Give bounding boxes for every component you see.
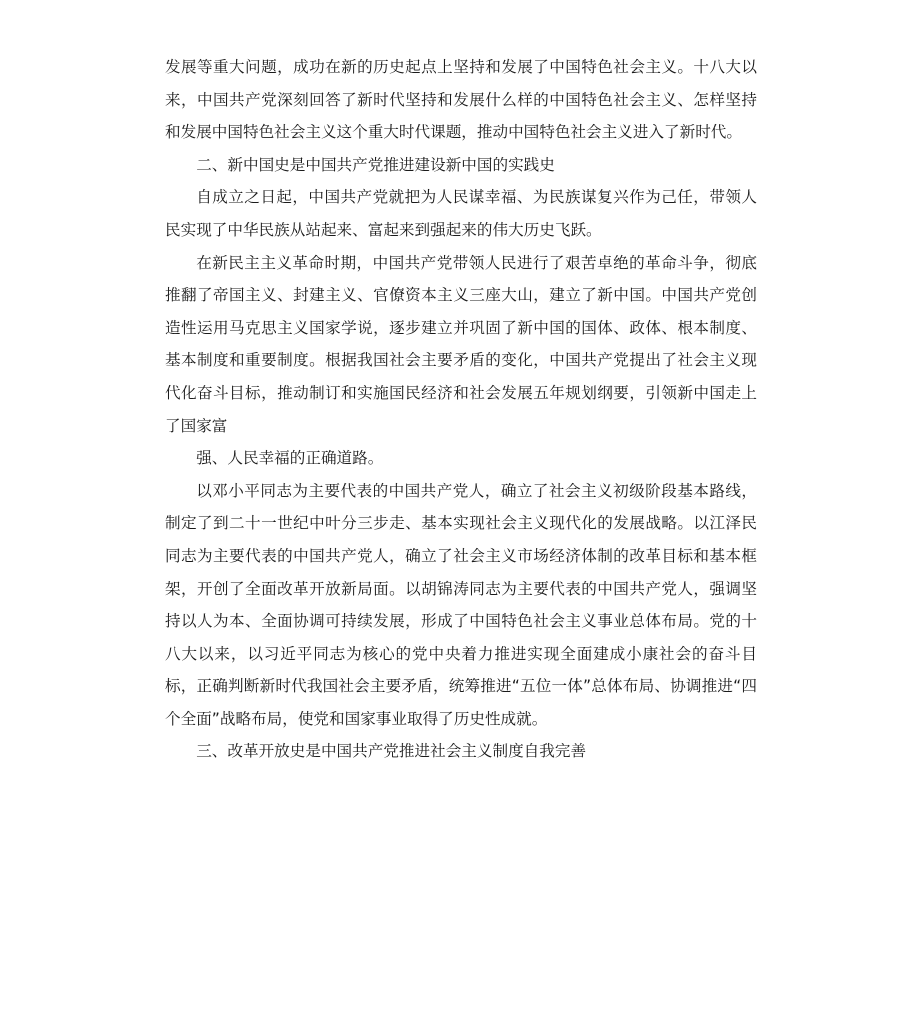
document-body xyxy=(165,51,757,768)
paragraph-5: 强、人民幸福的正确道路。 xyxy=(196,449,384,468)
paragraph-3: 自成立之日起，中国共产党就把为人民谋幸福、为民族谋复兴作为己任，带领人民实现了中华民族从站起来、富起来到强起来的伟大历史飞跃。 xyxy=(165,188,757,239)
section-heading-3: 三、改革开放史是中国共产党推进社会主义制度自我完善 xyxy=(196,742,587,761)
paragraph-6: 以邓小平同志为主要代表的中国共产党人，确立了社会主义初级阶段基本路线，制定了到二十一世纪中叶分三步走、基本实现社会主义现代化的发展战略。以江泽民同志为主要代表的中国共产党人，确立了社会主义市场经济体制的改革目标和基本框架，开创了全面改革开放新局面。以胡锦涛同志为主要代表的中国共产党人，强调坚持以人为本、全面协调可持续发展，形成了中国特色社会主义事业总体布局。党的十八大以来，以习近平同志为核心的党中央着力推进实现全面建成小康社会的奋斗目标，正确判断新时代我国社会主要矛盾，统筹推进“五位一体”总体布局、协调推进“四个全面”战略布局，使党和国家事业取得了历史性成就。 xyxy=(165,481,757,728)
section-heading-2: 二、新中国史是中国共产党推进建设新中国的实践史 xyxy=(196,155,555,174)
paragraph-1: 发展等重大问题，成功在新的历史起点上坚持和发展了中国特色社会主义。十八大以来，中国共产党深刻回答了新时代坚持和发展什么样的中国特色社会主义、怎样坚持和发展中国特色社会主义这个重大时代课题，推动中国特色社会主义进入了新时代。 xyxy=(165,58,757,142)
paragraph-4: 在新民主主义革命时期，中国共产党带领人民进行了艰苦卓绝的革命斗争，彻底推翻了帝国主义、封建主义、官僚资本主义三座大山，建立了新中国。中国共产党创造性运用马克思主义国家学说，逐步建立并巩固了新中国的国体、政体、根本制度、基本制度和重要制度。根据我国社会主要矛盾的变化，中国共产党提出了社会主义现代化奋斗目标，推动制订和实施国民经济和社会发展五年规划纲要，引领新中国走上了国家富 xyxy=(165,253,757,435)
